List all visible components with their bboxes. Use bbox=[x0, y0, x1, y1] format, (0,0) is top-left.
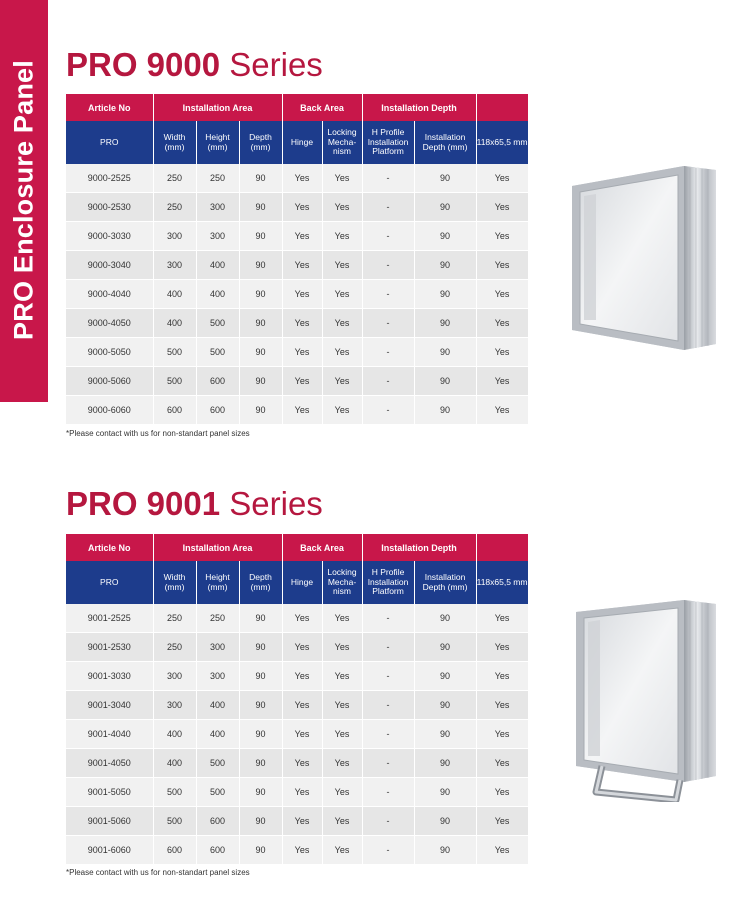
cell-locking: Yes bbox=[322, 251, 362, 280]
header-back-area: Back Area bbox=[282, 534, 362, 561]
cell-depth: 90 bbox=[239, 749, 282, 778]
cell-hinge: Yes bbox=[282, 338, 322, 367]
cell-height: 500 bbox=[196, 309, 239, 338]
cell-locking: Yes bbox=[322, 309, 362, 338]
cell-h-profile: - bbox=[362, 691, 414, 720]
header-back-area: Back Area bbox=[282, 94, 362, 121]
cell-locking: Yes bbox=[322, 338, 362, 367]
cell-article-no: 9000-4040 bbox=[66, 280, 153, 309]
cell-width: 250 bbox=[153, 193, 196, 222]
table-row bbox=[66, 367, 528, 396]
cell-h-profile: - bbox=[362, 662, 414, 691]
cell-article-no: 9001-3040 bbox=[66, 691, 153, 720]
cell-locking: Yes bbox=[322, 749, 362, 778]
table-row bbox=[66, 749, 528, 778]
cell-hinge: Yes bbox=[282, 164, 322, 193]
cell-width: 500 bbox=[153, 367, 196, 396]
cell-depth: 90 bbox=[239, 807, 282, 836]
table-body bbox=[66, 604, 528, 865]
cell-install-depth: 90 bbox=[414, 778, 476, 807]
cell-cutout: Yes bbox=[476, 604, 528, 633]
cell-cutout: Yes bbox=[476, 778, 528, 807]
cell-depth: 90 bbox=[239, 280, 282, 309]
header-locking: Locking Mecha-nism bbox=[322, 561, 362, 604]
sidebar-banner bbox=[0, 0, 48, 402]
series-title-code: PRO 9000 bbox=[66, 46, 221, 83]
table-row bbox=[66, 164, 528, 193]
cell-width: 500 bbox=[153, 807, 196, 836]
cell-article-no: 9001-3030 bbox=[66, 662, 153, 691]
cell-hinge: Yes bbox=[282, 836, 322, 865]
cell-article-no: 9001-2530 bbox=[66, 633, 153, 662]
cell-height: 250 bbox=[196, 604, 239, 633]
cell-install-depth: 90 bbox=[414, 193, 476, 222]
cell-hinge: Yes bbox=[282, 778, 322, 807]
cell-h-profile: - bbox=[362, 633, 414, 662]
cell-install-depth: 90 bbox=[414, 396, 476, 425]
table-row bbox=[66, 604, 528, 633]
header-install-depth-mm: Installation Depth (mm) bbox=[414, 121, 476, 164]
enclosure-product-image bbox=[566, 158, 720, 354]
header-group-row bbox=[66, 94, 528, 121]
footnote-9000: *Please contact with us for non-standart panel sizes bbox=[66, 429, 250, 438]
cell-install-depth: 90 bbox=[414, 251, 476, 280]
cell-install-depth: 90 bbox=[414, 633, 476, 662]
header-depth: Depth (mm) bbox=[239, 561, 282, 604]
header-group-row bbox=[66, 534, 528, 561]
series-title-code: PRO 9001 bbox=[66, 485, 221, 522]
cell-article-no: 9000-3030 bbox=[66, 222, 153, 251]
spec-table-9001 bbox=[66, 534, 529, 865]
series-title-9001 bbox=[66, 487, 323, 520]
cell-locking: Yes bbox=[322, 193, 362, 222]
cell-hinge: Yes bbox=[282, 720, 322, 749]
cell-cutout: Yes bbox=[476, 338, 528, 367]
cell-hinge: Yes bbox=[282, 251, 322, 280]
cell-depth: 90 bbox=[239, 193, 282, 222]
header-pro: PRO bbox=[66, 121, 153, 164]
cell-locking: Yes bbox=[322, 778, 362, 807]
cell-install-depth: 90 bbox=[414, 807, 476, 836]
cell-h-profile: - bbox=[362, 251, 414, 280]
cell-article-no: 9001-4040 bbox=[66, 720, 153, 749]
header-installation-depth: Installation Depth bbox=[362, 94, 476, 121]
table-row bbox=[66, 691, 528, 720]
header-sub-row bbox=[66, 561, 528, 604]
cell-depth: 90 bbox=[239, 778, 282, 807]
table-row bbox=[66, 836, 528, 865]
cell-locking: Yes bbox=[322, 367, 362, 396]
cell-article-no: 9000-2525 bbox=[66, 164, 153, 193]
footnote-9001: *Please contact with us for non-standart panel sizes bbox=[66, 868, 250, 877]
cell-article-no: 9000-5060 bbox=[66, 367, 153, 396]
cell-article-no: 9000-3040 bbox=[66, 251, 153, 280]
cell-hinge: Yes bbox=[282, 662, 322, 691]
cell-hinge: Yes bbox=[282, 367, 322, 396]
header-installation-depth: Installation Depth bbox=[362, 534, 476, 561]
cell-h-profile: - bbox=[362, 396, 414, 425]
table-row bbox=[66, 396, 528, 425]
cell-h-profile: - bbox=[362, 720, 414, 749]
enclosure-handle-product-image bbox=[572, 596, 722, 802]
sidebar-title: PRO Enclosure Panel bbox=[8, 60, 39, 340]
cell-cutout: Yes bbox=[476, 662, 528, 691]
cell-install-depth: 90 bbox=[414, 309, 476, 338]
cell-article-no: 9000-5050 bbox=[66, 338, 153, 367]
table-row bbox=[66, 222, 528, 251]
cell-depth: 90 bbox=[239, 396, 282, 425]
header-sub-row bbox=[66, 121, 528, 164]
cell-cutout: Yes bbox=[476, 367, 528, 396]
cell-article-no: 9000-4050 bbox=[66, 309, 153, 338]
header-depth: Depth (mm) bbox=[239, 121, 282, 164]
header-article-no: Article No bbox=[66, 534, 153, 561]
cell-width: 300 bbox=[153, 662, 196, 691]
table-row bbox=[66, 309, 528, 338]
cell-height: 500 bbox=[196, 338, 239, 367]
cell-depth: 90 bbox=[239, 633, 282, 662]
header-cutout: 118x65,5 mm bbox=[476, 121, 528, 164]
cell-install-depth: 90 bbox=[414, 338, 476, 367]
cell-install-depth: 90 bbox=[414, 367, 476, 396]
cell-h-profile: - bbox=[362, 193, 414, 222]
cell-width: 300 bbox=[153, 251, 196, 280]
cell-article-no: 9001-5050 bbox=[66, 778, 153, 807]
cell-install-depth: 90 bbox=[414, 836, 476, 865]
cell-cutout: Yes bbox=[476, 749, 528, 778]
cell-depth: 90 bbox=[239, 604, 282, 633]
cell-cutout: Yes bbox=[476, 280, 528, 309]
cell-install-depth: 90 bbox=[414, 691, 476, 720]
header-pro: PRO bbox=[66, 561, 153, 604]
cell-depth: 90 bbox=[239, 338, 282, 367]
header-cutout: 118x65,5 mm bbox=[476, 561, 528, 604]
header-height: Height (mm) bbox=[196, 561, 239, 604]
cell-locking: Yes bbox=[322, 396, 362, 425]
cell-width: 250 bbox=[153, 164, 196, 193]
cell-install-depth: 90 bbox=[414, 604, 476, 633]
table-row bbox=[66, 778, 528, 807]
cell-width: 400 bbox=[153, 280, 196, 309]
cell-locking: Yes bbox=[322, 720, 362, 749]
cell-cutout: Yes bbox=[476, 222, 528, 251]
table-row bbox=[66, 662, 528, 691]
cell-install-depth: 90 bbox=[414, 720, 476, 749]
cell-height: 600 bbox=[196, 367, 239, 396]
cell-cutout: Yes bbox=[476, 251, 528, 280]
cell-cutout: Yes bbox=[476, 309, 528, 338]
header-blank bbox=[476, 94, 528, 121]
cell-hinge: Yes bbox=[282, 222, 322, 251]
header-blank bbox=[476, 534, 528, 561]
cell-height: 400 bbox=[196, 720, 239, 749]
cell-article-no: 9000-6060 bbox=[66, 396, 153, 425]
cell-width: 500 bbox=[153, 778, 196, 807]
header-h-profile: H Profile Installation Platform bbox=[362, 121, 414, 164]
series-title-suffix: Series bbox=[220, 485, 323, 522]
cell-width: 600 bbox=[153, 396, 196, 425]
cell-h-profile: - bbox=[362, 164, 414, 193]
cell-width: 300 bbox=[153, 222, 196, 251]
series-title-9000 bbox=[66, 48, 323, 81]
header-height: Height (mm) bbox=[196, 121, 239, 164]
table-row bbox=[66, 193, 528, 222]
cell-hinge: Yes bbox=[282, 807, 322, 836]
header-hinge: Hinge bbox=[282, 121, 322, 164]
cell-article-no: 9001-6060 bbox=[66, 836, 153, 865]
cell-hinge: Yes bbox=[282, 280, 322, 309]
cell-install-depth: 90 bbox=[414, 164, 476, 193]
table-row bbox=[66, 338, 528, 367]
table-row bbox=[66, 720, 528, 749]
header-installation-area: Installation Area bbox=[153, 534, 282, 561]
cell-height: 300 bbox=[196, 633, 239, 662]
cell-hinge: Yes bbox=[282, 633, 322, 662]
header-article-no: Article No bbox=[66, 94, 153, 121]
cell-depth: 90 bbox=[239, 222, 282, 251]
cell-height: 400 bbox=[196, 251, 239, 280]
cell-width: 600 bbox=[153, 836, 196, 865]
cell-depth: 90 bbox=[239, 309, 282, 338]
cell-locking: Yes bbox=[322, 222, 362, 251]
cell-depth: 90 bbox=[239, 662, 282, 691]
table-row bbox=[66, 280, 528, 309]
cell-cutout: Yes bbox=[476, 396, 528, 425]
cell-hinge: Yes bbox=[282, 193, 322, 222]
cell-depth: 90 bbox=[239, 367, 282, 396]
cell-height: 400 bbox=[196, 691, 239, 720]
cell-article-no: 9001-2525 bbox=[66, 604, 153, 633]
cell-h-profile: - bbox=[362, 280, 414, 309]
cell-install-depth: 90 bbox=[414, 749, 476, 778]
header-hinge: Hinge bbox=[282, 561, 322, 604]
table-row bbox=[66, 807, 528, 836]
header-width: Width (mm) bbox=[153, 561, 196, 604]
cell-height: 400 bbox=[196, 280, 239, 309]
cell-h-profile: - bbox=[362, 807, 414, 836]
cell-width: 400 bbox=[153, 309, 196, 338]
cell-locking: Yes bbox=[322, 836, 362, 865]
cell-height: 300 bbox=[196, 662, 239, 691]
cell-width: 250 bbox=[153, 604, 196, 633]
table-body bbox=[66, 164, 528, 425]
cell-cutout: Yes bbox=[476, 193, 528, 222]
cell-locking: Yes bbox=[322, 662, 362, 691]
cell-cutout: Yes bbox=[476, 836, 528, 865]
cell-locking: Yes bbox=[322, 807, 362, 836]
cell-hinge: Yes bbox=[282, 604, 322, 633]
cell-width: 400 bbox=[153, 720, 196, 749]
cell-cutout: Yes bbox=[476, 691, 528, 720]
cell-height: 500 bbox=[196, 778, 239, 807]
cell-height: 600 bbox=[196, 807, 239, 836]
cell-h-profile: - bbox=[362, 778, 414, 807]
cell-article-no: 9001-5060 bbox=[66, 807, 153, 836]
cell-depth: 90 bbox=[239, 164, 282, 193]
cell-depth: 90 bbox=[239, 720, 282, 749]
cell-locking: Yes bbox=[322, 164, 362, 193]
cell-height: 250 bbox=[196, 164, 239, 193]
cell-locking: Yes bbox=[322, 691, 362, 720]
spec-table-9000 bbox=[66, 94, 529, 425]
table-row bbox=[66, 251, 528, 280]
cell-cutout: Yes bbox=[476, 807, 528, 836]
cell-height: 600 bbox=[196, 396, 239, 425]
header-installation-area: Installation Area bbox=[153, 94, 282, 121]
header-width: Width (mm) bbox=[153, 121, 196, 164]
cell-height: 300 bbox=[196, 193, 239, 222]
cell-locking: Yes bbox=[322, 280, 362, 309]
cell-depth: 90 bbox=[239, 836, 282, 865]
cell-h-profile: - bbox=[362, 367, 414, 396]
cell-article-no: 9001-4050 bbox=[66, 749, 153, 778]
cell-locking: Yes bbox=[322, 604, 362, 633]
cell-install-depth: 90 bbox=[414, 280, 476, 309]
series-title-suffix: Series bbox=[220, 46, 323, 83]
cell-h-profile: - bbox=[362, 749, 414, 778]
cell-h-profile: - bbox=[362, 222, 414, 251]
table-row bbox=[66, 633, 528, 662]
cell-height: 600 bbox=[196, 836, 239, 865]
cell-width: 250 bbox=[153, 633, 196, 662]
cell-width: 500 bbox=[153, 338, 196, 367]
cell-hinge: Yes bbox=[282, 691, 322, 720]
header-locking: Locking Mecha-nism bbox=[322, 121, 362, 164]
cell-depth: 90 bbox=[239, 691, 282, 720]
cell-width: 300 bbox=[153, 691, 196, 720]
cell-cutout: Yes bbox=[476, 164, 528, 193]
header-install-depth-mm: Installation Depth (mm) bbox=[414, 561, 476, 604]
cell-width: 400 bbox=[153, 749, 196, 778]
cell-install-depth: 90 bbox=[414, 662, 476, 691]
cell-hinge: Yes bbox=[282, 309, 322, 338]
cell-locking: Yes bbox=[322, 633, 362, 662]
cell-article-no: 9000-2530 bbox=[66, 193, 153, 222]
header-h-profile: H Profile Installation Platform bbox=[362, 561, 414, 604]
cell-cutout: Yes bbox=[476, 720, 528, 749]
cell-height: 500 bbox=[196, 749, 239, 778]
cell-hinge: Yes bbox=[282, 749, 322, 778]
cell-h-profile: - bbox=[362, 836, 414, 865]
cell-height: 300 bbox=[196, 222, 239, 251]
cell-h-profile: - bbox=[362, 604, 414, 633]
cell-cutout: Yes bbox=[476, 633, 528, 662]
cell-depth: 90 bbox=[239, 251, 282, 280]
cell-hinge: Yes bbox=[282, 396, 322, 425]
cell-h-profile: - bbox=[362, 338, 414, 367]
cell-h-profile: - bbox=[362, 309, 414, 338]
cell-install-depth: 90 bbox=[414, 222, 476, 251]
